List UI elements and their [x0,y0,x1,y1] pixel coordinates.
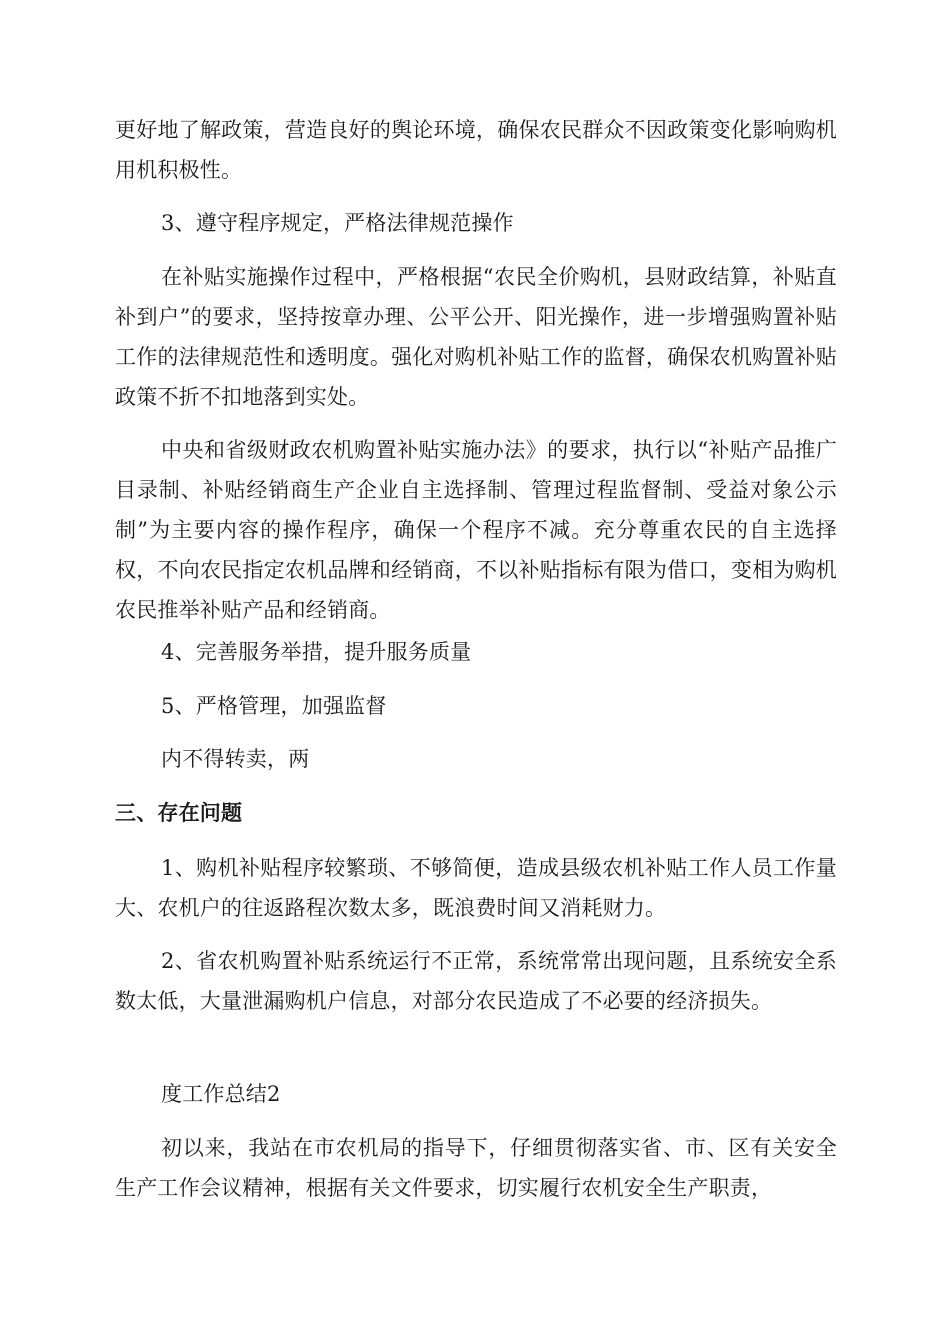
subheading-service-improvement: 4、完善服务举措，提升服务质量 [161,640,472,664]
paragraph-problem-2: 2、省农机购置补贴系统运行不正常，系统常常出现问题，且系统安全系数太低，大量泄漏购机户信息，对部分农民造成了不必要的经济损失。 [115,949,837,1013]
paragraph-annual-summary-2: 度工作总结2 [161,1082,281,1106]
paragraph-central-provincial-measures: 中央和省级财政农机购置补贴实施办法》的要求，执行以“补贴产品推广目录制、补贴经销商生产企业自主选择制、管理过程监督制、受益对象公示制”为主要内容的操作程序，确保一个程序不减。充分尊重农民的自主选择权，不向农民指定农机品牌和经销商，不以补贴指标有限为借口，变相为购机农民推举补贴产品和经销商。 [115,438,837,622]
paragraph-subsidy-implementation: 在补贴实施操作过程中，严格根据“农民全价购机，县财政结算，补贴直补到户”的要求，坚持按章办理、公平公开、阳光操作，进一步增强购置补贴工作的法律规范性和透明度。强化对购机补贴工作的监督，确保农机购置补贴政策不折不扣地落到实处。 [115,265,837,409]
subheading-strict-management: 5、严格管理，加强监督 [161,694,387,718]
paragraph-since-beginning: 初以来，我站在市农机局的指导下，仔细贯彻落实省、市、区有关安全生产工作会议精神，根据有关文件要求，切实履行农机安全生产职责， [115,1136,837,1200]
subheading-procedure-rules: 3、遵守程序规定，严格法律规范操作 [161,211,514,235]
paragraph-no-resale: 内不得转卖，两 [161,747,310,771]
paragraph-problem-1: 1、购机补贴程序较繁琐、不够简便，造成县级农机补贴工作人员工作量大、农机户的往返路程次数太多，既浪费时间又消耗财力。 [115,856,837,920]
section-heading-existing-problems: 三、存在问题 [115,801,243,825]
paragraph-policy-understanding: 更好地了解政策，营造良好的舆论环境，确保农民群众不因政策变化影响购机用机积极性。 [115,118,837,182]
